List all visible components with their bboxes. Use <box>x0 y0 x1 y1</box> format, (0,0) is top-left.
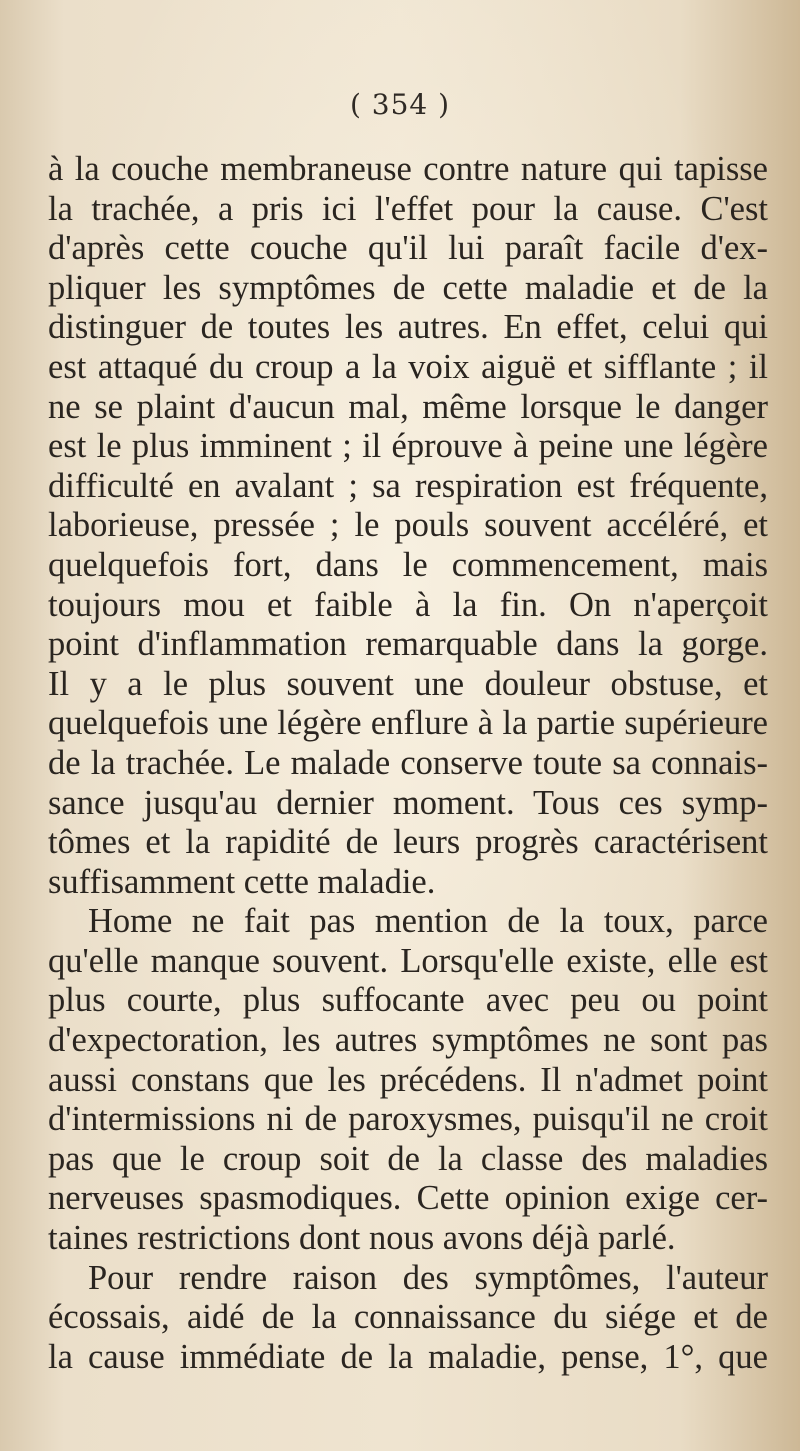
text-line: d'expectoration, les autres symptômes ne sont pas <box>48 1021 768 1060</box>
text-line: distinguer de toutes les autres. En effet, celui qui <box>48 308 768 347</box>
text-line: laborieuse, pressée ; le pouls souvent accéléré, et <box>48 506 768 545</box>
page-number: ( 354 ) <box>349 88 451 121</box>
text-line: point d'inflammation remarquable dans la gorge. <box>48 625 768 664</box>
text-line: la trachée, a pris ici l'effet pour la cause. C'est <box>48 189 768 228</box>
text-line: la cause immédiate de la maladie, pense, 1°, que <box>48 1337 768 1376</box>
text-line: Il y a le plus souvent une douleur obstuse, et <box>48 664 768 703</box>
text-line: d'intermissions ni de paroxysmes, puisqu'il ne croit <box>48 1100 768 1139</box>
text-line: pas que le croup soit de la classe des maladies <box>48 1139 768 1178</box>
text-line: Home ne fait pas mention de la toux, parce <box>88 902 768 941</box>
text-line: écossais, aidé de la connaissance du siége et de <box>48 1298 768 1337</box>
text-line: toujours mou et faible à la fin. On n'aperçoit <box>48 585 768 624</box>
text-line: taines restrictions dont nous avons déjà parlé. <box>48 1219 676 1258</box>
text-line: qu'elle manque souvent. Lorsqu'elle existe, elle est <box>48 941 768 980</box>
text-line: Pour rendre raison des symptômes, l'auteur <box>88 1258 768 1297</box>
text-line: est attaqué du croup a la voix aiguë et sifflante ; il <box>48 347 768 386</box>
text-line: nerveuses spasmodiques. Cette opinion exige cer- <box>48 1179 768 1218</box>
text-line: d'après cette couche qu'il lui paraît facile d'ex- <box>48 229 768 268</box>
text-line: est le plus imminent ; il éprouve à peine une légère <box>48 427 768 466</box>
text-line: difficulté en avalant ; sa respiration est fréquente, <box>48 466 768 505</box>
text-line: suffisamment cette maladie. <box>48 862 436 901</box>
text-line: pliquer les symptômes de cette maladie et de la <box>48 268 768 307</box>
text-line: à la couche membraneuse contre nature qui tapisse <box>48 150 768 188</box>
text-line: sance jusqu'au dernier moment. Tous ces symp- <box>48 783 768 822</box>
text-line: tômes et la rapidité de leurs progrès caractérisent <box>48 823 768 862</box>
text-line: aussi constans que les précédens. Il n'admet point <box>48 1060 768 1099</box>
text-line: ne se plaint d'aucun mal, même lorsque le danger <box>48 387 768 426</box>
body-text <box>48 150 768 1377</box>
text-line: quelquefois une légère enflure à la partie supérieure <box>48 704 768 743</box>
text-line: plus courte, plus suffocante avec peu ou point <box>48 981 768 1020</box>
text-line: de la trachée. Le malade conserve toute sa connais- <box>48 743 768 782</box>
text-line: quelquefois fort, dans le commencement, mais <box>48 545 768 584</box>
